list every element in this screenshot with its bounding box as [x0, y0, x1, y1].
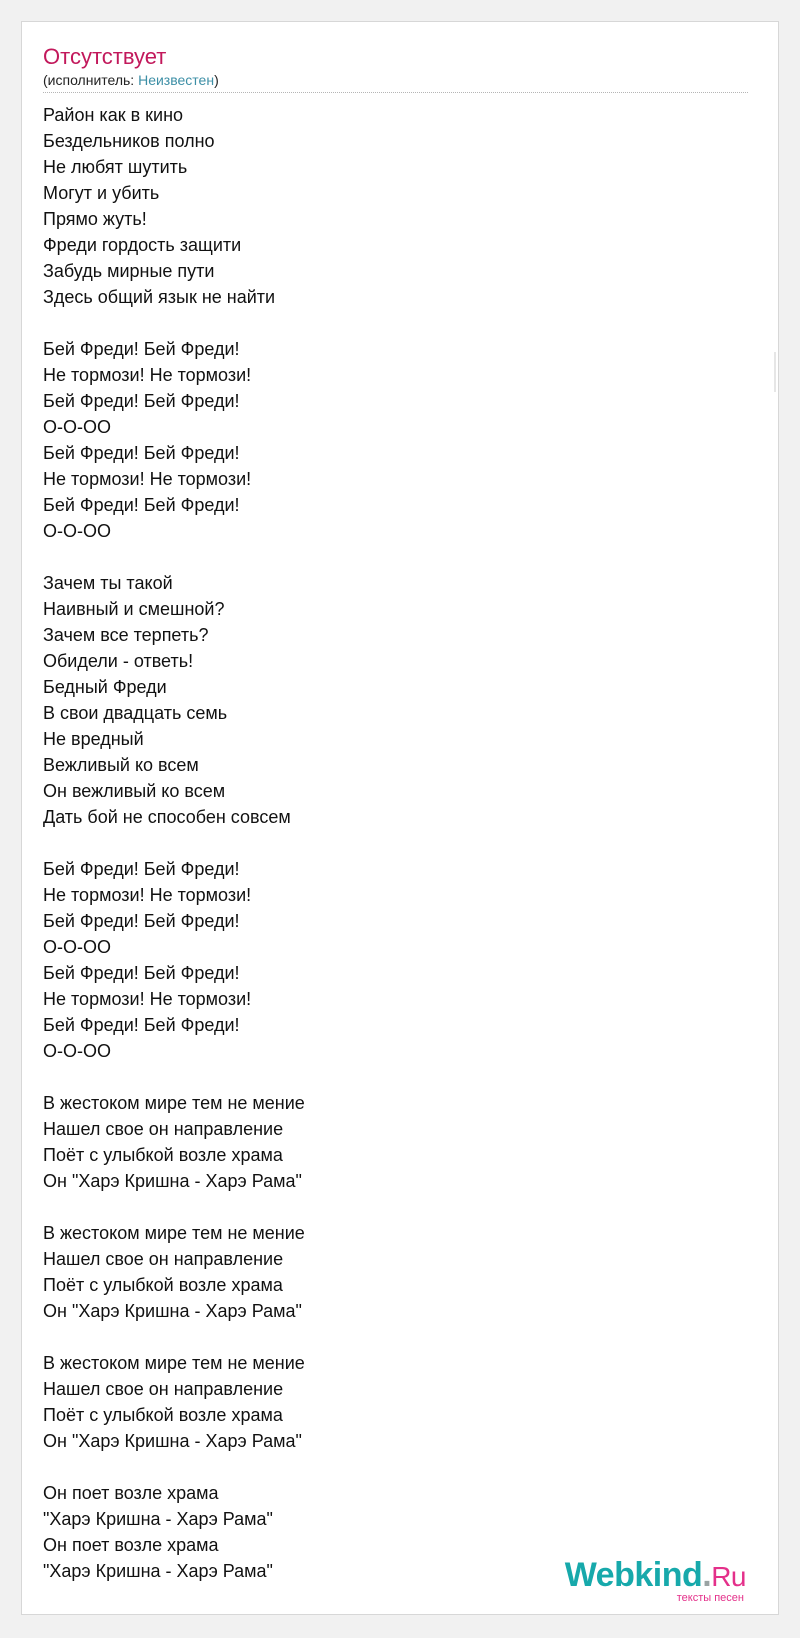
lyric-line: Он вежливый ко всем: [43, 781, 226, 801]
lyric-line: В жестоком мире тем не мение: [43, 1353, 305, 1373]
lyric-line: Поёт с улыбкой возле храма: [43, 1145, 283, 1165]
logo-word: Webkind: [564, 1556, 703, 1594]
lyric-line: Он "Харэ Кришна - Харэ Рама": [43, 1171, 302, 1191]
song-title: Отсутствует: [43, 44, 167, 69]
stanza-gap: [43, 544, 305, 570]
lyric-line: Дать бой не способен совсем: [43, 807, 291, 827]
lyric-line: Бей Фреди! Бей Фреди!: [43, 443, 240, 463]
lyric-line: Обидели - ответь!: [43, 651, 194, 671]
lyric-line: Нашел свое он направление: [43, 1379, 284, 1399]
lyric-line: Бедный Фреди: [43, 677, 167, 697]
lyric-line: Район как в кино: [43, 105, 184, 125]
song-card: [21, 21, 779, 1615]
logo-dot: .: [702, 1556, 712, 1594]
artist-link[interactable]: Неизвестен: [138, 72, 215, 88]
lyric-line: В свои двадцать семь: [43, 703, 228, 723]
lyric-line: Он поет возле храма: [43, 1535, 219, 1555]
lyric-line: Он "Харэ Кришна - Харэ Рама": [43, 1301, 302, 1321]
stanza-gap: [43, 1454, 305, 1480]
lyric-line: Бей Фреди! Бей Фреди!: [43, 911, 240, 931]
lyric-line: Бей Фреди! Бей Фреди!: [43, 339, 240, 359]
lyric-line: Наивный и смешной?: [43, 599, 225, 619]
lyric-line: Он поет возле храма: [43, 1483, 219, 1503]
webkind-logo[interactable]: [565, 1558, 746, 1604]
artist-prefix: (исполнитель:: [43, 72, 139, 88]
lyric-line: Нашел свое он направление: [43, 1119, 284, 1139]
lyric-line: О-О-ОО: [43, 937, 111, 957]
stanza-gap: [43, 830, 305, 856]
artist-line: [43, 72, 219, 88]
lyric-line: О-О-ОО: [43, 521, 111, 541]
artist-suffix: ): [214, 72, 219, 88]
lyric-line: Поёт с улыбкой возле храма: [43, 1405, 283, 1425]
lyric-line: В жестоком мире тем не мение: [43, 1093, 305, 1113]
logo-wordmark: [565, 1558, 746, 1594]
lyric-line: Вежливый ко всем: [43, 755, 199, 775]
lyric-line: Не тормози! Не тормози!: [43, 885, 252, 905]
dotted-divider: [43, 92, 748, 93]
lyric-line: Бей Фреди! Бей Фреди!: [43, 495, 240, 515]
lyric-line: "Харэ Кришна - Харэ Рама": [43, 1509, 273, 1529]
lyric-line: Бей Фреди! Бей Фреди!: [43, 963, 240, 983]
lyric-line: Не тормози! Не тормози!: [43, 469, 252, 489]
lyric-line: Фреди гордость защити: [43, 235, 242, 255]
stanza-gap: [43, 310, 305, 336]
lyric-line: Бездельников полно: [43, 131, 215, 151]
lyric-line: Зачем все терпеть?: [43, 625, 209, 645]
stanza-gap: [43, 1324, 305, 1350]
lyric-line: О-О-ОО: [43, 417, 111, 437]
lyric-line: Не вредный: [43, 729, 144, 749]
lyric-line: Здесь общий язык не найти: [43, 287, 276, 307]
lyric-line: О-О-ОО: [43, 1041, 111, 1061]
lyric-line: Нашел свое он направление: [43, 1249, 284, 1269]
lyric-line: Могут и убить: [43, 183, 160, 203]
lyric-line: Зачем ты такой: [43, 573, 173, 593]
stanza-gap: [43, 1064, 305, 1090]
lyric-line: В жестоком мире тем не мение: [43, 1223, 305, 1243]
lyric-line: Бей Фреди! Бей Фреди!: [43, 859, 240, 879]
lyric-line: Не любят шутить: [43, 157, 188, 177]
lyric-line: Прямо жуть!: [43, 209, 147, 229]
lyric-line: Бей Фреди! Бей Фреди!: [43, 1015, 240, 1035]
logo-tagline: тексты песен: [676, 1592, 744, 1604]
lyrics-text: [43, 102, 305, 1584]
logo-tld: Ru: [711, 1561, 746, 1592]
lyric-line: "Харэ Кришна - Харэ Рама": [43, 1561, 273, 1581]
lyric-line: Не тормози! Не тормози!: [43, 989, 252, 1009]
stanza-gap: [43, 1194, 305, 1220]
lyric-line: Бей Фреди! Бей Фреди!: [43, 391, 240, 411]
lyric-line: Он "Харэ Кришна - Харэ Рама": [43, 1431, 302, 1451]
lyric-line: Поёт с улыбкой возле храма: [43, 1275, 283, 1295]
lyric-line: Забудь мирные пути: [43, 261, 215, 281]
lyric-line: Не тормози! Не тормози!: [43, 365, 252, 385]
edge-mark: [768, 352, 776, 392]
